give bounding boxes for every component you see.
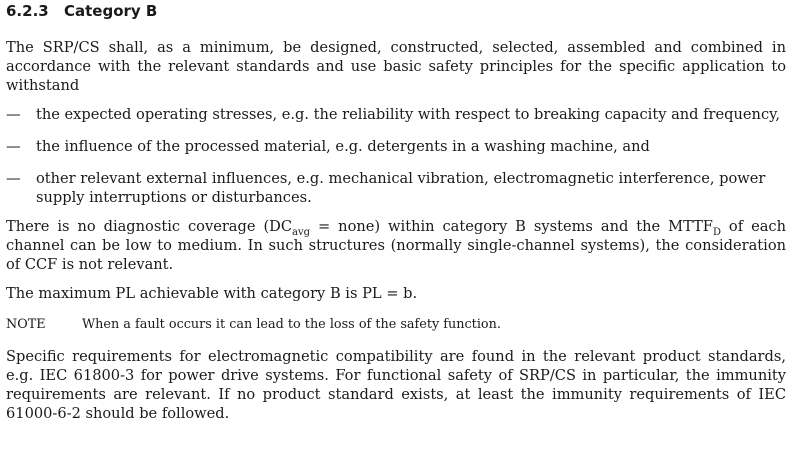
list-item-text: other relevant external influences, e.g. mechanical vibration, electromagnetic interference, power supply interruptions or disturbances.: [36, 170, 766, 206]
list-dash: —: [6, 106, 21, 123]
list-item: [6, 137, 786, 156]
list-item-text: the expected operating stresses, e.g. the reliability with respect to breaking capacity and frequency,: [36, 106, 781, 123]
section-title: Category B: [64, 2, 158, 20]
intro-paragraph: The SRP/CS shall, as a minimum, be designed, constructed, selected, assembled and combined in accordance with the relevant standards and use basic safety principles for the specific application to withstand: [6, 39, 786, 94]
diagnostic-coverage-paragraph: There is no diagnostic coverage ($DC_{avg}$ = none) within category B systems and the $MTTF_D$ of each channel can be low to medium. In such structures (normally single-channel systems), the consideration of CCF is not relevant.: [6, 218, 786, 273]
emc-paragraph: Specific requirements for electromagnetic compatibility are found in the relevant product standards, e.g. IEC 61800-3 for power drive systems. For functional safety of SRP/CS in particular, the immunity requirements are relevant. If no product standard exists, at least the immunity requirements of IEC 61000-6-2 should be followed.: [6, 348, 786, 422]
list-dash: —: [6, 170, 21, 187]
note-label: NOTE: [6, 317, 46, 332]
list-item: [6, 105, 786, 124]
list-item-text: the influence of the processed material, e.g. detergents in a washing machine, and: [36, 138, 650, 155]
section-number: 6.2.3: [6, 2, 49, 20]
list-dash: —: [6, 138, 21, 155]
section-heading: [6, 2, 786, 20]
list-item: [6, 169, 786, 207]
note: [6, 317, 786, 333]
note-text: When a fault occurs it can lead to the loss of the safety function.: [82, 317, 501, 332]
max-pl-paragraph: The maximum PL achievable with category B is PL = b.: [6, 285, 418, 302]
